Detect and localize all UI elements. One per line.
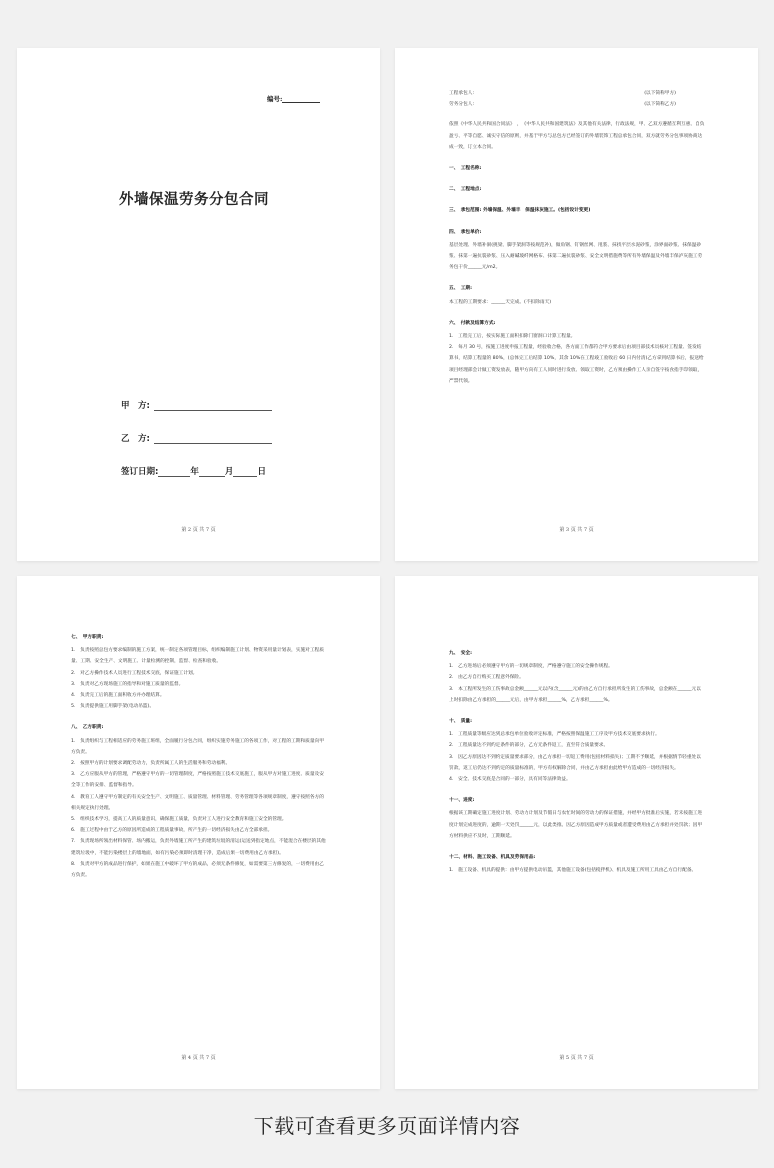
day-label: 日 (257, 467, 266, 477)
clause-paragraph: 1. 负责组织与工程相适应的劳务施工班组，全面履行分包合同，组织实施劳务施工的各项工作，对工程的工期和质量向甲方负责。 (71, 738, 324, 755)
party-role: 工程承包人: (449, 91, 475, 96)
party-a-line (154, 403, 272, 411)
section-heading: 十二、材料、施工设备、机具及劳保用品: (449, 855, 536, 861)
clause-paragraph: 2. 由乙方自行购买工程意外保险。 (449, 675, 524, 681)
clause-paragraph: 2. 按照甲方的计划要求调配劳动力，负责所属工人的生活服务和劳动福利。 (71, 761, 231, 767)
clause-paragraph: 3. 乙方应服从甲方的管理，严格遵守甲方的一切管理制度，严格按照施工技术交底施工，服从甲方对施工进度、质量及安全等工作的安排、监督和指导。 (71, 772, 324, 789)
contract-number-label: 编号: (267, 95, 283, 103)
section-heading: 十、 质量: (449, 719, 472, 725)
section-heading: 三、 承包范围: 外墙保温、外墙丰 保温抹灰施工。(包括设计变更) (449, 208, 591, 214)
clause-paragraph: 1. 工程完工后，按实际施工面积扣除门窗洞口计算工程量。 (449, 334, 576, 340)
download-more-caption: 下载可查看更多页面详情内容 (253, 1114, 521, 1138)
section-heading: 七、 甲方职责: (71, 635, 104, 640)
cover-page (17, 48, 380, 561)
party-a-label: 甲 方: (121, 401, 150, 411)
clause-paragraph: 基层处理、外墙补洞(挑梁、脚手架洞等按规范补)，做角钢、钉钢丝网、甩浆、抹找平层水泥砂浆，涂界面砂浆、抹保温砂浆、抹第一遍抗裂砂浆、压入耐碱玻纤网格布、抹第二遍抗裂砂浆、安全文明措施费等所有外墙保温及外墙丰保泸灰施工劳务包干价______元/m2。 (449, 242, 703, 271)
clause-paragraph: 7. 负责现场所领出材料保管、场内搬运，负责外墙施工所产生的建筑垃圾的清运(运送到指定地点，不能混合在楼层的其他建筑垃圾中，不能污染楼层上的墙地面，如有污染必须即时清理干净，造成后果一切费用由乙方承担)。 (71, 839, 326, 856)
contract-title: 外墙保温劳务分包合同 (119, 191, 269, 208)
page-number: 第 3 页 共 7 页 (559, 527, 594, 533)
clause-paragraph: 5. 负责提供施工用脚手架(电动吊篮)。 (71, 704, 155, 710)
clause-paragraph: 2. 每月 30 号，按施工进度申报工程量，经验收合格，各方面工作都符合甲方要求后由项目部技术员核对工程量、签发结算书，结算工程量的 80%，(总体完工后结算 10%，其余 10%在工程竣工验收后 60 日内付清)乙方拿到结算书后，报送给项目经理部会计做工资发放表，随甲方向有工人同时进行发放、领取工资时，乙方须由操作工人亲自签字按食指手印领取，严禁代领。 (449, 345, 704, 384)
section-heading: 八、 乙方职责: (71, 725, 104, 731)
clause-paragraph: 3. 负责对乙方现场施工的指导和对施工质量的监督。 (71, 681, 184, 687)
sign-date-field (121, 465, 266, 477)
party-role: 劳务分包人: (449, 102, 475, 108)
clause-paragraph: 依照《中华人民共和国合同法》 ， 《中华人民共和国建筑法》及其他有关法律，行政法规，甲、乙双方遵循互利互惠、自负盈亏、平等自愿、诚实守信的原则，并基于甲方与总包方已经签订的外墙装饰工程总承包合同，双方就劳务分包事项协商达成一致，订立本合同。 (449, 122, 705, 150)
clause-paragraph: 1. 乙方进场后必须遵守甲方的一切规章制度，严格遵守施工的安全操作规程。 (449, 664, 613, 670)
page-number: 第 5 页 共 7 页 (559, 1055, 594, 1061)
party-b-label: 乙 方: (121, 434, 150, 444)
party-alias: (以下简称甲方) (644, 91, 676, 96)
party-alias: (以下简称乙方) (644, 102, 676, 108)
clause-paragraph: 本工程的工期要求：______天完成。(不扣除雨天) (449, 299, 552, 305)
section-heading: 六、 付款及结算方式: (449, 320, 496, 326)
page-content (449, 88, 706, 387)
year-label: 年 (190, 467, 199, 477)
clause-paragraph: 6. 施工过程中由于乙方的原因所造成的工程质量事故，所产生的一切经济损失由乙方全部承担。 (71, 828, 273, 834)
clause-paragraph: 2. 对乙方操作技术人员进行工程技术交底，保证施工计划。 (71, 670, 198, 676)
party-b-field (121, 432, 272, 444)
contract-page-5 (395, 576, 758, 1089)
section-heading: 五、 工期: (449, 286, 472, 292)
clause-paragraph: 根据该工期确定施工进度计划、劳动力计划及节假日与农忙时间的劳动力的保证措施，并经甲方批准后实施，若未按施工进度计划完成进度的，逾期一天处罚______元，以此类推。因乙方原因造成甲方质量或者遭受费用由乙方承担并处罚款；因甲方材料供应不及时，工期顺延。 (449, 811, 703, 839)
party-a-field (121, 399, 272, 411)
contract-number-line (282, 96, 320, 103)
contract-page-4 (17, 576, 380, 1089)
section-heading: 一、 工程名称: (449, 166, 482, 172)
clause-paragraph: 4. 安全、技术交底是合同的一部分，具有同等法律效益。 (449, 777, 571, 783)
clause-paragraph: 4. 负责完工后的施工面积收方并办理结算。 (71, 693, 165, 699)
year-line (158, 469, 190, 477)
page-number: 第 4 页 共 7 页 (181, 1055, 216, 1061)
spacer (449, 110, 706, 119)
clause-paragraph: 1. 工程质量等级应达到总承包单位验收评定标准，严格按照保温施工工序及甲方技术交底要求执行。 (449, 732, 660, 738)
day-line (233, 469, 257, 477)
section-heading: 十一、进度: (449, 798, 475, 804)
section-heading: 四、 承包单价: (449, 229, 482, 235)
clause-paragraph: 2. 工程质量达不到约定条件的部分，乙方无条件返工，直至符合质量要求。 (449, 743, 609, 749)
clause-paragraph: 3. 本工程所发生的工伤事故总金额______元以内(含______元)的由乙方自行承担所发生的工伤事故，总金额在______元以上时扣除由乙方承担的______元后，由甲方承担______%，乙方承担______%。 (449, 686, 701, 703)
clause-paragraph: 1. 施工设备、机具的提供：由甲方提供电动吊篮，其他施工设备(包括搅拌机)、机具及施工所用工具由乙方自行配备。 (449, 868, 697, 874)
party-row (449, 88, 706, 99)
page-content (71, 632, 326, 881)
clause-paragraph: 3. 因乙方原因达不到约定质量要求部分，由乙方承担一切返工费用(包括材料损失)；工期不予顺延，并根据情节轻重处以罚款，返工后仍达不到约定的质量标准的，甲方有权解除合同，并由乙方承担由此给甲方造成的一切经济损失。 (449, 754, 701, 771)
month-label: 月 (224, 467, 234, 477)
clause-paragraph: 5. 组织技术学习，提高工人的质量意识，确保施工质量，负责对工人进行安全教育和施工安全的管理。 (71, 817, 287, 823)
page-content (449, 648, 704, 876)
contract-number-field (267, 94, 320, 103)
party-row (449, 99, 706, 110)
month-line (199, 469, 225, 477)
clause-paragraph: 8. 负责对甲方的成品进行保护，如果在施工中破坏了甲方的成品，必须无条件修复，如需要第三方修复的，一切费用由乙方负责。 (71, 861, 324, 879)
party-b-line (154, 436, 272, 444)
sign-date-label: 签订日期: (121, 467, 159, 477)
section-heading: 二、 工程地点: (449, 187, 482, 193)
clause-paragraph: 4. 教育工人遵守甲方制定的有关安全生产、文明施工、质量管理、材料管理、劳务管理等各项规章制度，遵守按照各方的相关规定执行处理。 (71, 794, 324, 811)
section-heading: 九、 安全: (449, 651, 472, 656)
contract-page-3 (395, 48, 758, 561)
page-number: 第 2 页 共 7 页 (181, 527, 216, 533)
clause-paragraph: 1. 负责按照总包方要求编制的施工方案，统一制定各项管理目标，组织编制施工计划、物资采用量计划表，实施对工程质量、工期、安全生产、文明施工、计量检测的控制，监督、检查和验收。 (71, 648, 324, 665)
